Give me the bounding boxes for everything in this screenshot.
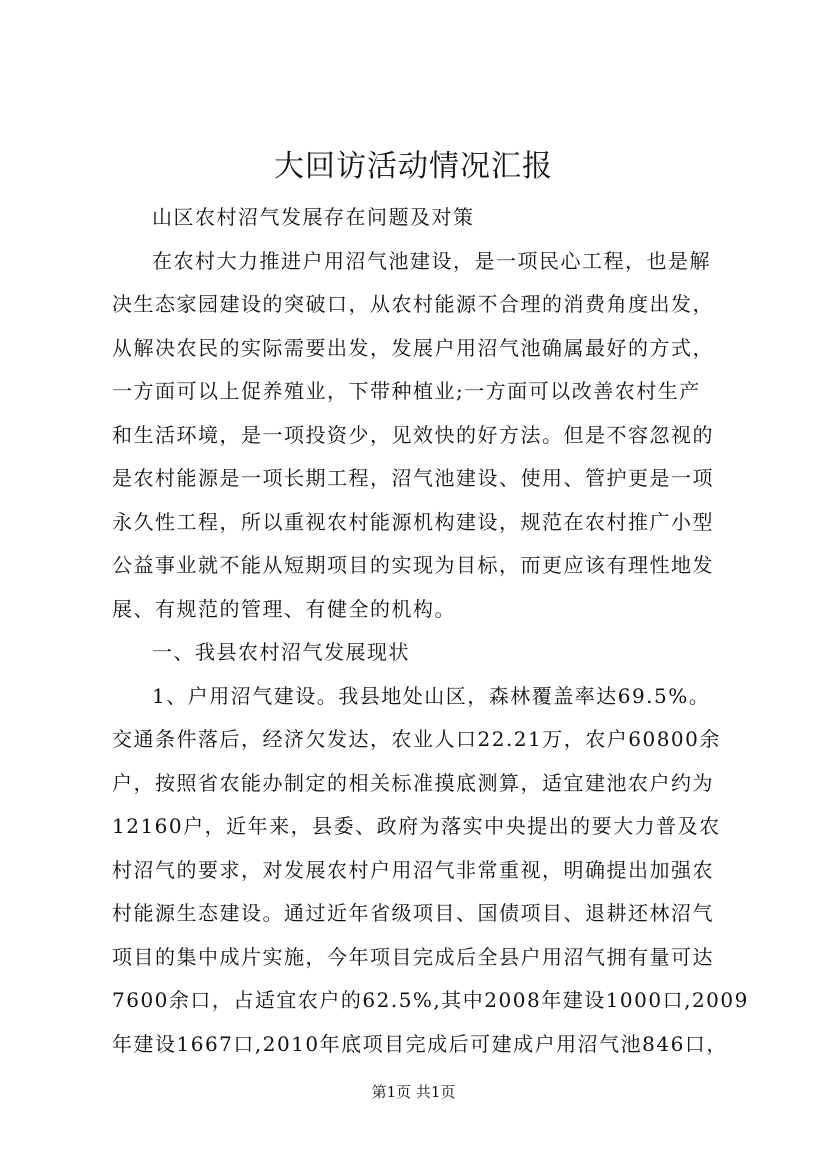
paragraph-line: 是农村能源是一项长期工程，沼气池建设、使用、管护更是一项 bbox=[112, 466, 714, 490]
paragraph-line: 交通条件落后，经济欠发达，农业人口22.21万，农户60800余 bbox=[112, 727, 721, 751]
section-heading: 一、我县农村沼气发展现状 bbox=[152, 640, 410, 664]
paragraph-line: 村沼气的要求，对发展农村户用沼气非常重视，明确提出加强农 bbox=[112, 857, 714, 882]
paragraph-line: 村能源生态建设。通过近年省级项目、国债项目、退耕还林沼气 bbox=[112, 901, 714, 925]
paragraph-line: 永久性工程，所以重视农村能源机构建设，规范在农村推广小型 bbox=[112, 509, 714, 534]
section-heading: 山区农村沼气发展存在问题及对策 bbox=[152, 205, 475, 229]
document-body bbox=[112, 196, 749, 1066]
paragraph-line: 项目的集中成片实施，今年项目完成后全县户用沼气拥有量可达 bbox=[112, 944, 714, 969]
paragraph-line: 一方面可以上促养殖业，下带种植业;一方面可以改善农村生产 bbox=[112, 379, 701, 403]
paragraph-line: 公益事业就不能从短期项目的实现为目标，而更应该有理性地发 bbox=[112, 553, 714, 577]
paragraph-line: 7600余口，占适宜农户的62.5%,其中2008年建设1000口,2009 bbox=[112, 988, 749, 1012]
paragraph-line: 和生活环境，是一项投资少，见效快的好方法。但是不容忽视的 bbox=[112, 422, 714, 447]
paragraph-line: 从解决农民的实际需要出发，发展户用沼气池确属最好的方式， bbox=[112, 335, 714, 360]
page-footer: 第1页 共1页 bbox=[371, 1083, 456, 1101]
paragraph-line: 在农村大力推进户用沼气池建设，是一项民心工程，也是解 bbox=[152, 248, 711, 273]
paragraph-line: 年建设1667口,2010年底项目完成后可建成户用沼气池846口， bbox=[112, 1031, 728, 1056]
paragraph-line: 户，按照省农能办制定的相关标准摸底测算，适宜建池农户约为 bbox=[112, 770, 714, 795]
paragraph-line: 1、户用沼气建设。我县地处山区，森林覆盖率达69.5%。 bbox=[152, 683, 711, 708]
paragraph-line: 展、有规范的管理、有健全的机构。 bbox=[112, 596, 456, 621]
paragraph-line: 决生态家园建设的突破口，从农村能源不合理的消费角度出发， bbox=[112, 292, 714, 316]
document-title: 大回访活动情况汇报 bbox=[274, 149, 553, 184]
paragraph-line: 12160户，近年来，县委、政府为落实中央提出的要大力普及农 bbox=[112, 814, 721, 838]
